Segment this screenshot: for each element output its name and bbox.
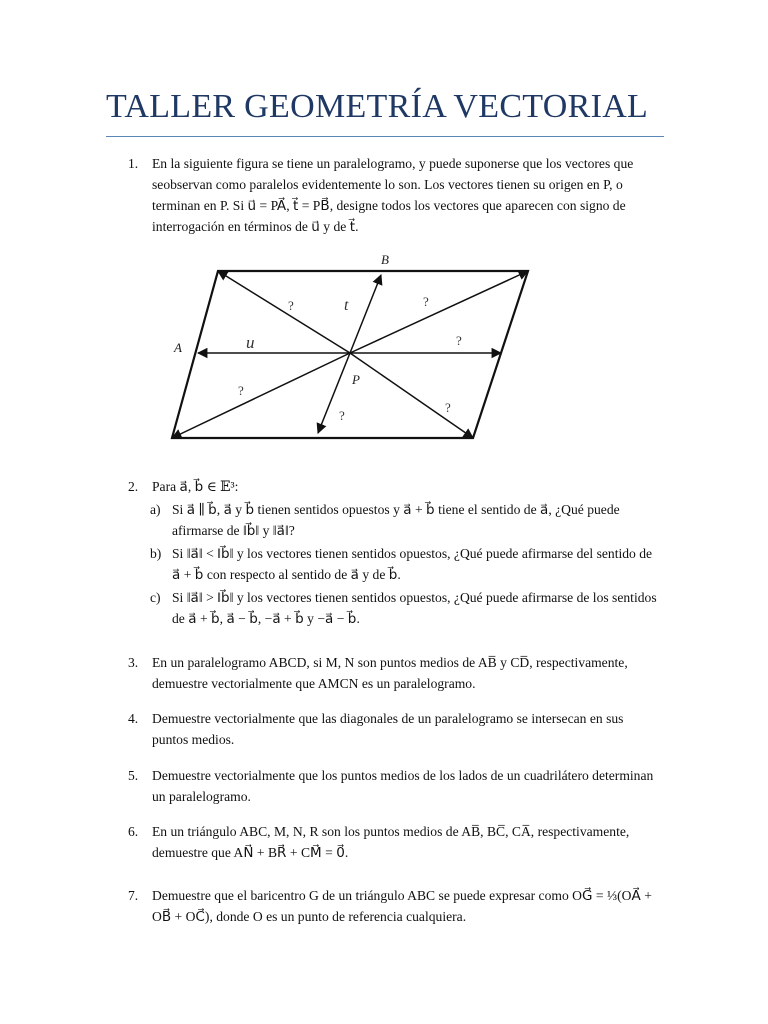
exercise-4 xyxy=(128,708,663,750)
exercise-7 xyxy=(128,885,663,927)
question-mark: ? xyxy=(445,400,451,415)
exercise-2 xyxy=(128,476,663,629)
exercise-5 xyxy=(128,765,663,807)
exercise-text: En un triángulo ABC, M, N, R son los puntos medios de AB̅, BC̅, CA̅, respectivamente, demuestre que AN⃗ + BR⃗ + CM⃗ = 0⃗. xyxy=(152,824,630,860)
exercise-text: Demuestre vectorialmente que los puntos medios de los lados de un cuadrilátero determinan un paralelogramo. xyxy=(152,768,654,804)
exercise-text: Para a⃗, b⃗ ∈ 𝔼³: xyxy=(152,479,239,494)
subitem-letter: c) xyxy=(150,590,161,605)
subitem-a xyxy=(150,499,663,541)
exercise-number: 5. xyxy=(128,768,139,783)
subitem-letter: b) xyxy=(150,546,162,561)
exercise-number: 6. xyxy=(128,824,139,839)
exercise-number: 2. xyxy=(128,479,139,494)
vector-to-bottom-right xyxy=(350,353,473,438)
vector-to-bottom xyxy=(318,353,350,433)
subitem-text: Si a⃗ ∥ b⃗, a⃗ y b⃗ tienen sentidos opuestos y a⃗ + b⃗ tiene el sentido de a⃗, ¿Qué puede afirmarse de ‖b⃗‖ y ‖a⃗‖? xyxy=(172,502,620,538)
exercise-3 xyxy=(128,652,663,694)
title-underline xyxy=(106,136,664,137)
exercise-number: 3. xyxy=(128,655,139,670)
question-mark: ? xyxy=(423,294,429,309)
exercise-6 xyxy=(128,821,663,863)
label-B: B xyxy=(381,252,389,267)
subitem-c xyxy=(150,587,663,629)
exercise-text: Demuestre que el baricentro G de un triángulo ABC se puede expresar como OG⃗ = ⅓(OA⃗ + OB⃗ + OC⃗), donde O es un punto de referencia cualquiera. xyxy=(152,888,652,924)
exercise-text: En la siguiente figura se tiene un paralelogramo, y puede suponerse que los vectores que seobservan como paralelos evidentemente lo son. Los vectores tienen su origen en P, o terminan en P. Si u⃗ = PA⃗, t⃗ = PB⃗, designe todos los vectores que aparecen con signo de interrogación en términos de u⃗ y de t⃗. xyxy=(152,156,634,234)
vector-to-bottom-left xyxy=(172,353,350,438)
exercise-number: 1. xyxy=(128,156,139,171)
question-mark: ? xyxy=(339,408,345,423)
vector-to-top-left xyxy=(218,271,350,353)
question-mark: ? xyxy=(288,298,294,313)
subitem-letter: a) xyxy=(150,502,161,517)
parallelogram-figure xyxy=(148,248,538,448)
label-u: u⃗ xyxy=(246,333,268,352)
exercise-number: 4. xyxy=(128,711,139,726)
exercise-number: 7. xyxy=(128,888,139,903)
label-A: A xyxy=(174,340,182,355)
subitem-text: Si ‖a⃗‖ > ‖b⃗‖ y los vectores tienen sentidos opuestos, ¿Qué puede afirmarse de los sentidos de a⃗ + b⃗, a⃗ − b⃗, −a⃗ + b⃗ y −a⃗ − b⃗. xyxy=(172,590,657,626)
page-title: TALLER GEOMETRÍA VECTORIAL xyxy=(106,88,649,125)
question-mark: ? xyxy=(456,333,462,348)
exercise-text: Demuestre vectorialmente que las diagonales de un paralelogramo se intersecan en sus puntos medios. xyxy=(152,711,624,747)
subitem-text: Si ‖a⃗‖ < ‖b⃗‖ y los vectores tienen sentidos opuestos, ¿Qué puede afirmarse del sentido de a⃗ + b⃗ con respecto al sentido de a⃗ y de b⃗. xyxy=(172,546,653,582)
exercise-text: En un paralelogramo ABCD, si M, N son puntos medios de AB̅ y CD̅, respectivamente, demuestre vectorialmente que AMCN es un paralelogramo. xyxy=(152,655,628,691)
label-P: P xyxy=(352,372,360,387)
vector-to-top-right xyxy=(350,271,528,353)
question-mark: ? xyxy=(238,383,244,398)
exercise-1 xyxy=(128,153,663,237)
label-t: t⃗ xyxy=(344,297,361,314)
subitem-b xyxy=(150,543,663,585)
